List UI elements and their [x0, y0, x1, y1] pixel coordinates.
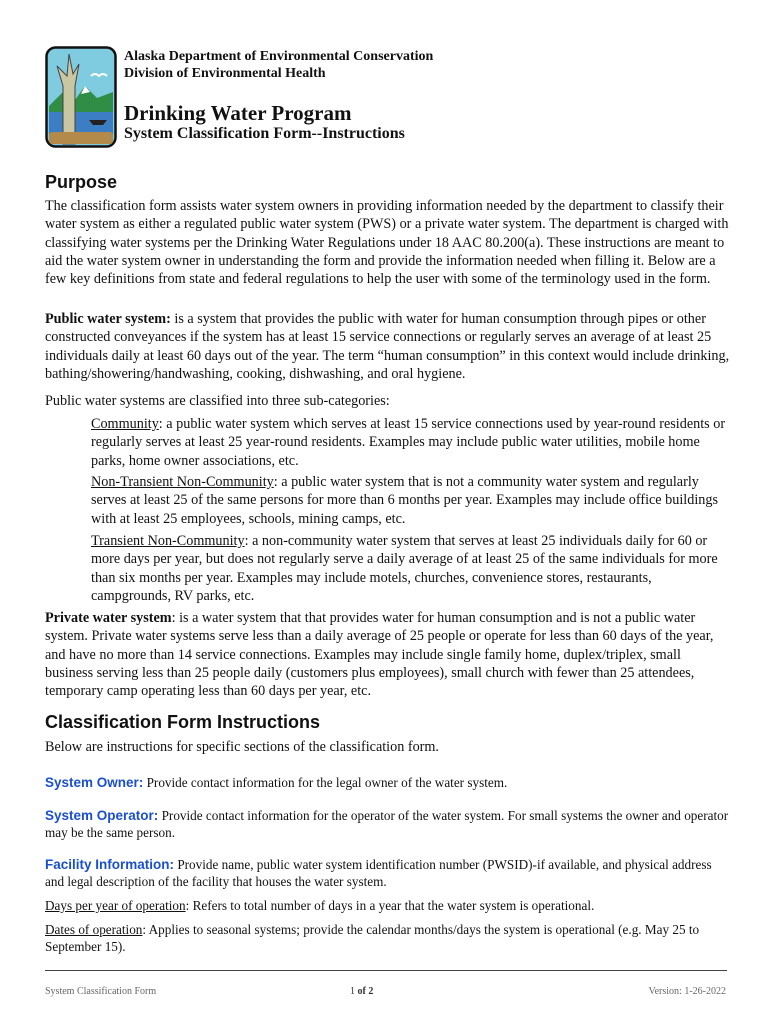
- instructions-intro: Below are instructions for specific sections of the classification form.: [45, 739, 439, 755]
- section-text: Provide contact information for the legal owner of the water system.: [143, 775, 508, 790]
- ntnc-definition: [91, 473, 731, 528]
- footer-version: Version: 1-26-2022: [648, 986, 726, 997]
- days-of-operation-instruction: [45, 897, 730, 914]
- definition-term: Transient Non-Community: [91, 533, 245, 549]
- division-name: Division of Environmental Health: [124, 66, 326, 81]
- footer-form-name: System Classification Form: [45, 986, 157, 997]
- definition-text: : a non-community water system that serves at least 25 individuals daily for 60 or more days per year, but does not regularly serve a daily average of at least 25 of the same individuals for more than six months per year. Examples may include motels, churches, convenience stores, restaurants, campgrounds, RV parks, etc.: [91, 533, 718, 604]
- purpose-heading: Purpose: [45, 172, 118, 192]
- page-current: 1: [350, 986, 355, 997]
- definition-text: : a public water system which serves at least 15 service connections used by year-round residents or regularly serves at least 25 year-round residents. Examples may include public water utilities, mobile home parks, home owner associations, etc.: [91, 416, 726, 469]
- section-text: Provide contact information for the operator of the water system. For small systems the owner and operator may be the same person.: [45, 808, 729, 840]
- tnc-definition: [91, 532, 731, 605]
- system-owner-instruction: [45, 774, 730, 791]
- subcategory-intro: Public water systems are classified into three sub-categories:: [45, 393, 390, 409]
- section-text: : Refers to total number of days in a year that the water system is operational.: [185, 898, 595, 913]
- org-name: Alaska Department of Environmental Conservation: [124, 49, 434, 64]
- definition-text: : a public water system that is not a community water system and regularly serves at least 25 of the same persons for more than 6 months per year. Examples may include office buildings with at least 25 employees, schools, mining camps, etc.: [91, 474, 718, 527]
- definition-term: Public water system:: [45, 311, 171, 327]
- community-definition: [91, 415, 731, 470]
- facility-information-instruction: [45, 856, 730, 890]
- dec-logo: [45, 46, 117, 148]
- system-operator-instruction: [45, 807, 730, 841]
- page-total: of 2: [355, 986, 374, 997]
- definition-term: Private water system: [45, 610, 172, 626]
- definition-text: is a system that provides the public with water for human consumption through pipes or other constructed conveyances if the system has at least 15 service connections or regularly serves an average of at least 25 individuals daily at least 60 days out of the year. The term “human consumption” in this context would include drinking, bathing/showering/handwashing, cooking, dishwashing, and oral hygiene.: [45, 311, 730, 382]
- section-text: Provide name, public water system identification number (PWSID)-if available, and physical address and legal description of the facility that houses the water system.: [45, 857, 712, 889]
- section-label: Dates of operation: [45, 922, 143, 937]
- page-number: [350, 986, 373, 997]
- instructions-heading: Classification Form Instructions: [45, 712, 321, 732]
- definition-term: Non-Transient Non-Community: [91, 474, 274, 490]
- definition-term: Community: [91, 416, 159, 432]
- public-water-system-definition: [45, 310, 730, 383]
- section-label: System Operator:: [45, 808, 159, 823]
- section-label: Days per year of operation: [45, 898, 186, 913]
- purpose-intro: The classification form assists water system owners in providing information needed by the department to classify their water system as either a regulated public water system (PWS) or a private water system. The department is charged with classifying water systems per the Drinking Water Regulations under 18 AAC 80.200(a). These instructions are meant to aid the water system owner in understanding the form and provide the information needed when filling it. Below are a few key definitions from state and federal regulations to help the user with some of the terminology used in the form.: [45, 198, 729, 288]
- program-title: Drinking Water Program: [124, 101, 352, 125]
- section-label: System Owner:: [45, 775, 144, 790]
- section-text: : Applies to seasonal systems; provide the calendar months/days the system is operational (e.g. May 25 to September 15).: [45, 922, 700, 954]
- private-water-system-definition: [45, 609, 730, 700]
- footer-divider: [45, 970, 727, 971]
- section-label: Facility Information:: [45, 857, 175, 872]
- definition-text: : is a water system that that provides water for human consumption and is not a public water system. Private water systems serve less than a daily average of 25 people or operate for less than 60 days of the year, and have no more than 14 service connections. Examples may include single family home, duplex/triplex, small business serving less than 25 people daily (customers plus employees), small church with fewer than 25 attendees, temporary camp operating less than 60 days per year, etc.: [45, 610, 714, 700]
- dates-of-operation-instruction: [45, 921, 730, 955]
- form-title: System Classification Form--Instructions: [124, 125, 405, 142]
